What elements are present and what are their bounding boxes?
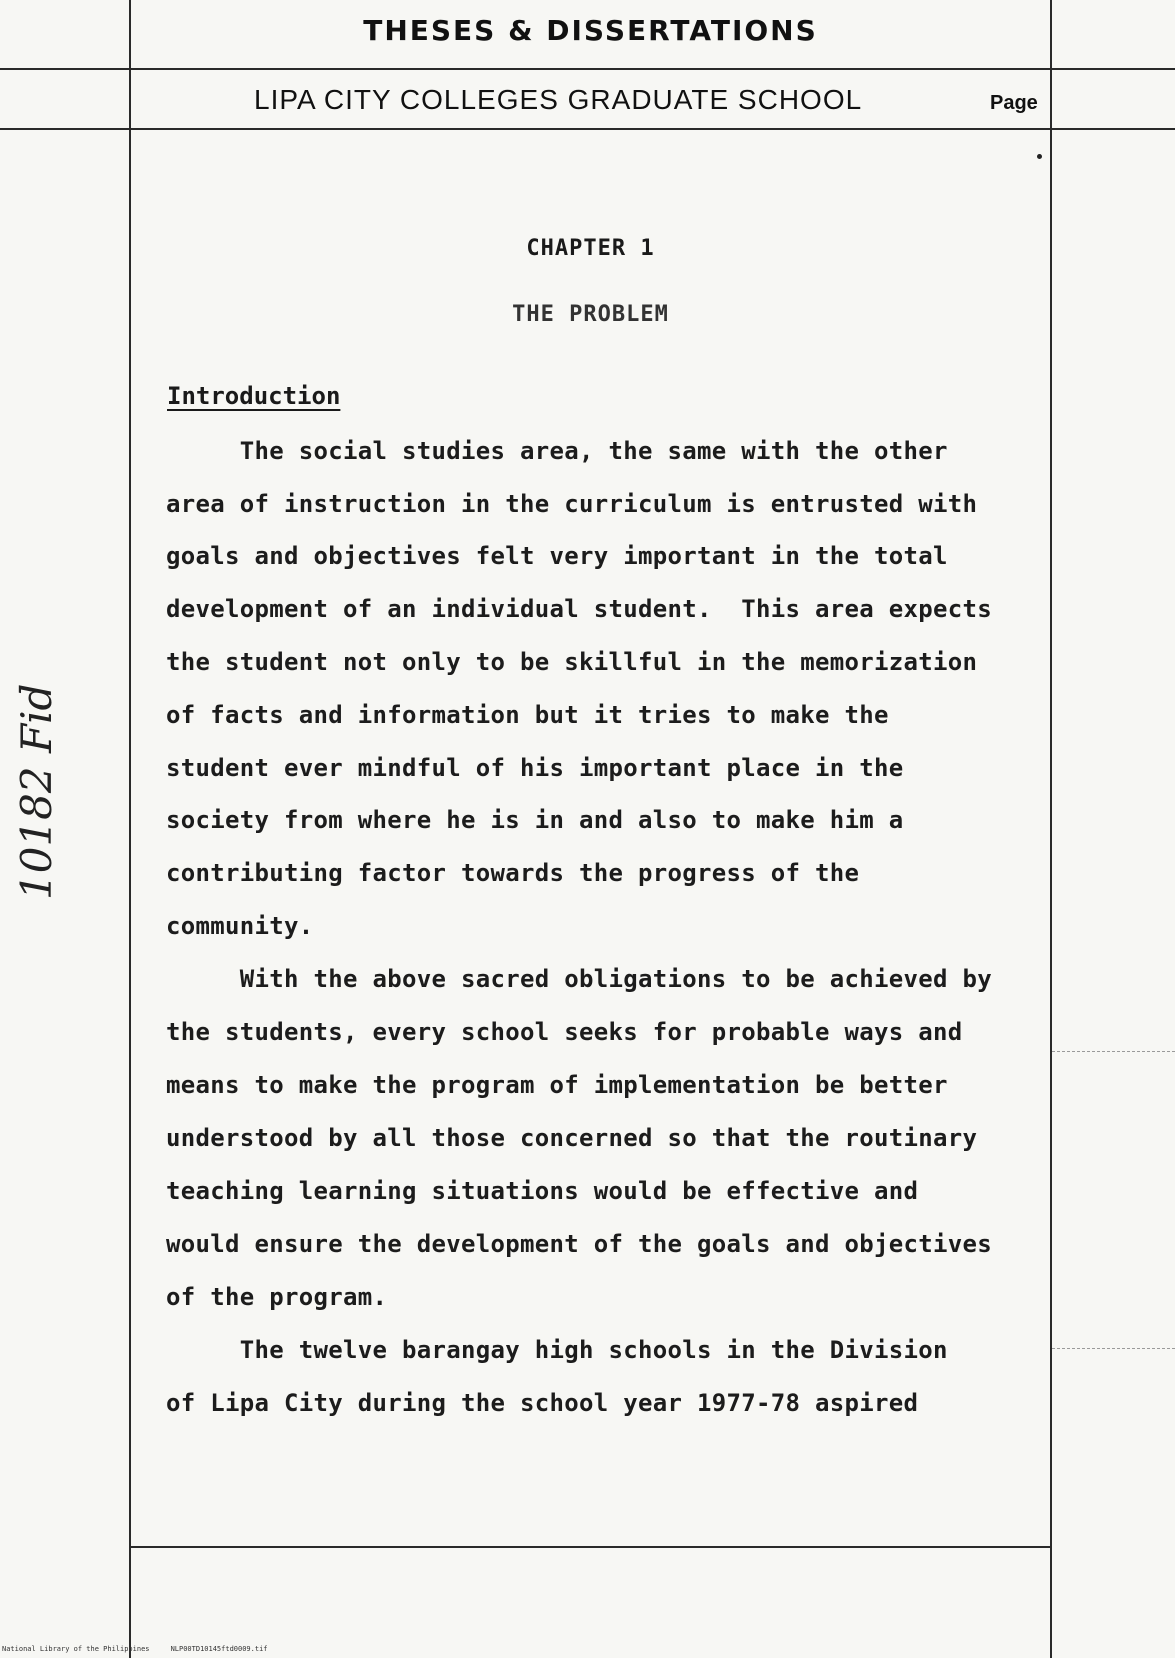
body-line: means to make the program of implementation be better	[166, 1071, 948, 1099]
body-line: area of instruction in the curriculum is entrusted with	[166, 490, 978, 518]
footer-rule	[131, 1546, 1050, 1548]
scan-source-footer: National Library of the Philippines NLP00TD10145ftd0009.tif	[2, 1645, 268, 1653]
body-line: society from where he is in and also to make him a	[166, 806, 904, 834]
chapter-heading: CHAPTER 1	[526, 236, 655, 261]
body-line: the student not only to be skillful in the memorization	[166, 648, 978, 676]
body-line: of facts and information but it tries to make the	[166, 701, 889, 729]
margin-dash	[1052, 1348, 1175, 1350]
header-rule-top	[0, 68, 1175, 70]
body-line: teaching learning situations would be effective and	[166, 1177, 919, 1205]
body-line: development of an individual student. This area expects	[166, 595, 992, 623]
body-line: student ever mindful of his important place in the	[166, 754, 904, 782]
body-line: of Lipa City during the school year 1977-78 aspired	[166, 1389, 919, 1417]
school-name: LIPA CITY COLLEGES GRADUATE SCHOOL	[254, 84, 863, 115]
chapter-title: THE PROBLEM	[512, 302, 669, 327]
right-margin-rule	[1050, 0, 1052, 1658]
body-line: With the above sacred obligations to be achieved by	[166, 965, 992, 993]
section-heading: Introduction	[167, 382, 341, 410]
archive-header-title: THESES & DISSERTATIONS	[363, 14, 818, 47]
body-line: the students, every school seeks for probable ways and	[166, 1018, 963, 1046]
body-line: community.	[166, 912, 314, 940]
body-line: contributing factor towards the progress of the	[166, 859, 860, 887]
header-rule-bottom	[0, 128, 1175, 130]
body-line: The twelve barangay high schools in the Division	[166, 1336, 948, 1364]
body-line: goals and objectives felt very important in the total	[166, 542, 948, 570]
body-line: of the program.	[166, 1283, 388, 1311]
body-line: would ensure the development of the goals and objectives	[166, 1230, 992, 1258]
stray-mark	[1037, 154, 1042, 159]
page-label: Page	[990, 92, 1038, 114]
handwritten-annotation: 10182 Fid	[12, 683, 61, 900]
margin-dash	[1052, 1051, 1175, 1053]
body-line: The social studies area, the same with the other	[166, 437, 948, 465]
body-line: understood by all those concerned so that the routinary	[166, 1124, 978, 1152]
